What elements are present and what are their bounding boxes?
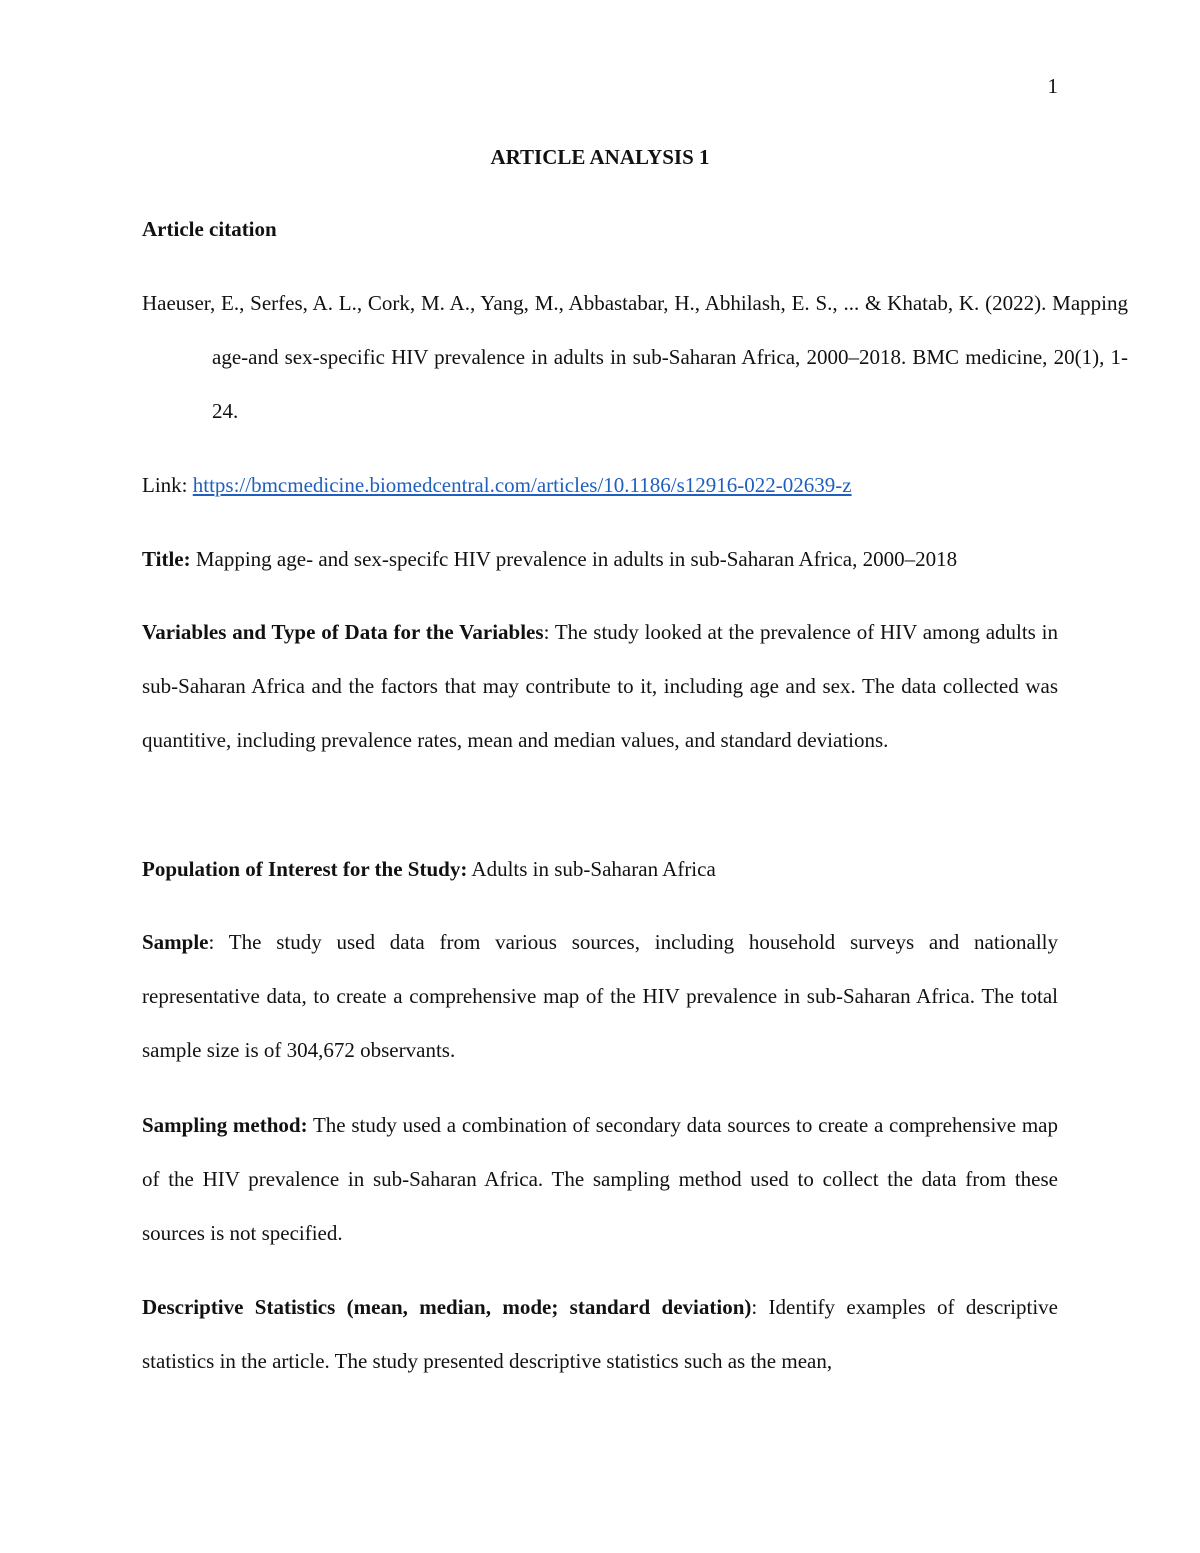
variables-label: Variables and Type of Data for the Variables	[142, 620, 544, 644]
population-text: Adults in sub-Saharan Africa	[471, 857, 716, 881]
link-paragraph	[142, 458, 1058, 512]
variables-text: : The study looked at the prevalence of HIV among adults in sub-Saharan Africa and the factors that may contribute to it, including age and sex. The data collected was quantitive, including prevalence rates, mean and median values, and standard deviations.	[142, 620, 1058, 752]
sampling-method-text: The study used a combination of secondary data sources to create a comprehensive map of the HIV prevalence in sub-Saharan Africa. The sampling method used to collect the data from these sources is not specified.	[142, 1113, 1058, 1245]
citation-paragraph	[142, 276, 1128, 438]
population-paragraph	[142, 842, 1058, 896]
title-label: Title:	[142, 547, 191, 571]
sample-label: Sample	[142, 930, 209, 954]
descriptive-statistics-label: Descriptive Statistics (mean, median, mode; standard deviation)	[142, 1295, 752, 1319]
citation-heading-paragraph	[142, 202, 1058, 256]
descriptive-statistics-text: : Identify examples of descriptive statistics in the article. The study presented descriptive statistics such as the mean,	[142, 1295, 1058, 1373]
variables-paragraph	[142, 605, 1058, 767]
sampling-method-paragraph	[142, 1098, 1058, 1260]
sample-text: : The study used data from various sources, including household surveys and nationally representative data, to create a comprehensive map of the HIV prevalence in sub-Saharan Africa. The total sample size is of 304,672 observants.	[142, 930, 1058, 1062]
descriptive-statistics-paragraph	[142, 1280, 1058, 1388]
sampling-method-label: Sampling method:	[142, 1113, 308, 1137]
sample-paragraph	[142, 915, 1058, 1077]
title-text: Mapping age- and sex-specifc HIV prevalence in adults in sub-Saharan Africa, 2000–2018	[195, 547, 958, 571]
document-title: ARTICLE ANALYSIS 1	[490, 145, 710, 169]
page-number: 1	[1047, 74, 1058, 98]
citation-text: Haeuser, E., Serfes, A. L., Cork, M. A., Yang, M., Abbastabar, H., Abhilash, E. S., ... & Khatab, K. (2022). Mapping age-and sex-specific HIV prevalence in adults in sub-Saharan Africa, 2000–2018. BMC medicine, 20(1), 1-24.	[142, 291, 1128, 423]
article-link[interactable]: https://bmcmedicine.biomedcentral.com/articles/10.1186/s12916-022-02639-z	[192, 473, 852, 497]
population-label: Population of Interest for the Study:	[142, 857, 468, 881]
link-label: Link:	[142, 473, 188, 497]
citation-heading: Article citation	[142, 217, 277, 241]
title-paragraph	[142, 532, 1058, 586]
